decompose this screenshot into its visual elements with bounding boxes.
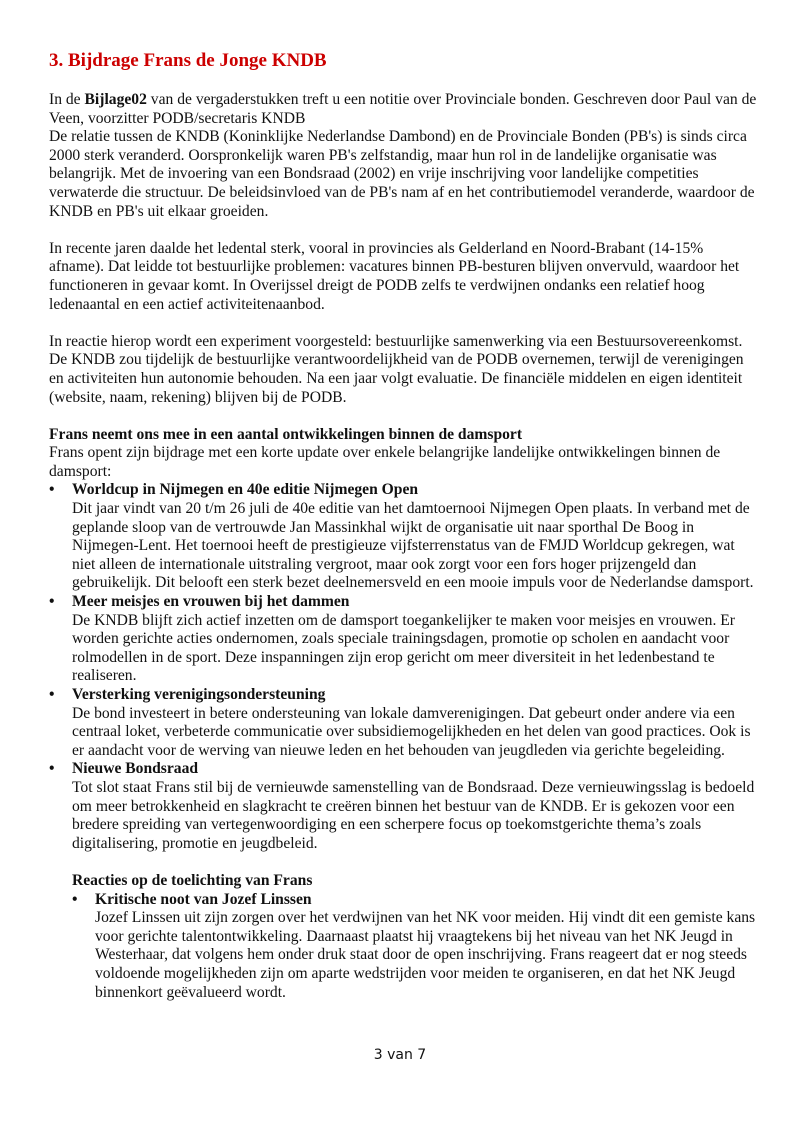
membership-paragraph: In recente jaren daalde het ledental sterk, vooral in provincies als Gelderland en Noord-Brabant (14-15% afname). Dat leidde tot bestuurlijke problemen: vacatures binnen PB-besturen blijven onvervuld, waardoor het functioneren in gevaar komt. In Overijssel dreigt de PODB zelfs te verdwijnen ondanks een relatief hoog ledenaantal en een actief activiteitenaanbod. [49,239,740,313]
list-item [72,891,761,1003]
body-text [49,91,761,1002]
bullet-icon: • [49,593,55,611]
intro-prefix: In de [49,91,85,108]
reaction-text: Jozef Linssen uit zijn zorgen over het verdwijnen van het NK voor meiden. Hij vindt dit een gemiste kans voor gerichte talentontwikkeling. Daarnaast plaatst hij vraagtekens bij het niveau van het NK Jeugd in Westerhaar, dat volgens hem onder druk staat door de open inschrijving. Frans reageert dat er nog steeds voldoende mogelijkheden zijn om aparte wedstrijden voor meiden te organiseren, en dat het NK Jeugd binnenkort geëvalueerd wordt. [95,909,756,1001]
reaction-title: Kritische noot van Jozef Linssen [95,890,312,908]
relation-paragraph: De relatie tussen de KNDB (Koninklijke Nederlandse Dambond) en de Provinciale Bonden (PB's) is sinds circa 2000 sterk veranderd. Oorspronkelijk waren PB's zelfstandig, maar hun rol in de landelijke organisatie was belangrijk. Met de invoering van een Bondsraad (2002) en vrije inschrijving voor landelijke competities verwaterde die structuur. De beleidsinvloed van de PB's nam af en het contributiemodel veranderde, waardoor de KNDB en PB's uit elkaar groeiden. [49,128,755,220]
intro-text: van de vergaderstukken treft u een notitie over Provinciale bonden. Geschreven door Paul van de Veen, voorzitter PODB/secretaris KNDB [49,91,757,127]
list-item-title: Versterking verenigingsondersteuning [72,686,326,703]
list-item-title: Worldcup in Nijmegen en 40e editie Nijmegen Open [72,481,419,499]
list-item [49,593,761,686]
section-heading: 3. Bijdrage Frans de Jonge KNDB [49,50,327,71]
list-item-text: Dit jaar vindt van 20 t/m 26 juli de 40e editie van het damtoernooi Nijmegen Open plaats. In verband met de geplande sloop van de vertrouwde Jan Massinkhal wijkt de organisatie uit naar sporthal De Boog in Nijmegen-Lent. Het toernooi heeft de prestigieuze vijfsterrenstatus van de FMJD Worldcup gekregen, wat niet alleen de internationale uitstraling vergroot, maar ook zorgt voor een fors hoger prijzengeld dan gebruikelijk. Dit belooft een sterk bezet deelnemersveld en een mooie impuls voor de Nederlandse damsport. [72,500,754,592]
list-item-title: Nieuwe Bondsraad [72,760,199,778]
bijlage-reference: Bijlage02 [84,91,147,108]
list-item [49,686,761,760]
list-item-text: De bond investeert in betere ondersteuning van lokale damverenigingen. Dat gebeurt onder andere via een centraal loket, verbeterde communicatie over subsidiemogelijkheden en het delen van good practices. Ook is er aandacht voor de werving van nieuwe leden en het behouden van jeugdleden via gerichte begeleiding. [72,704,751,759]
list-item-title: Meer meisjes en vrouwen bij het dammen [72,593,350,611]
reactions-list [72,891,761,1003]
developments-list [49,481,761,853]
page-number: 3 van 7 [373,1047,427,1063]
bullet-icon: • [49,481,55,499]
developments-intro: Frans opent zijn bijdrage met een korte update over enkele belangrijke landelijke ontwikkelingen binnen de damsport: [49,444,721,480]
list-item-text: De KNDB blijft zich actief inzetten om de damsport toegankelijker te maken voor meisjes en vrouwen. Er worden gerichte acties ondernomen, zoals speciale trainingsdagen, promotie op scholen en aandacht voor rolmodellen in de sport. Deze inspanningen zijn erop gericht om meer diversiteit in het ledenbestand te realiseren. [72,611,735,685]
intro-paragraph [49,91,761,128]
list-item [49,481,761,593]
list-item-text: Tot slot staat Frans stil bij de vernieuwde samenstelling van de Bondsraad. Deze vernieuwingsslag is bedoeld om meer betrokkenheid en slagkracht te creëren binnen het bestuur van de KNDB. Er is gekozen voor een bredere spreiding van vertegenwoordiging en een scherpere focus op toekomstgerichte thema’s zoals digitalisering, promotie en jeugdbeleid. [72,778,755,852]
list-item [49,760,761,853]
bullet-icon: • [49,760,55,778]
bullet-icon: • [72,890,78,908]
bullet-icon: • [49,686,55,703]
developments-title: Frans neemt ons mee in een aantal ontwikkelingen binnen de damsport [49,425,523,443]
reactions-section [72,872,761,1002]
reactions-title: Reacties op de toelichting van Frans [72,871,313,889]
experiment-paragraph: In reactie hierop wordt een experiment voorgesteld: bestuurlijke samenwerking via een Bestuursovereenkomst. De KNDB zou tijdelijk de bestuurlijke verantwoordelijkheid van de PODB overnemen, terwijl de verenigingen en activiteiten hun autonomie behouden. Na een jaar volgt evaluatie. De financiële middelen en eigen identiteit (website, naam, rekening) blijven bij de PODB. [49,332,744,406]
